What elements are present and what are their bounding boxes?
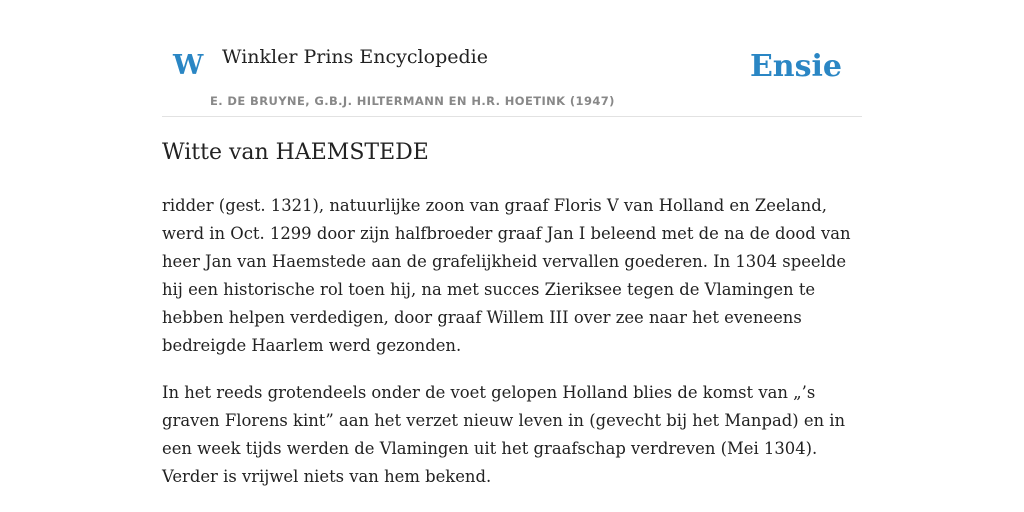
article-paragraph: ridder (gest. 1321), natuurlijke zoon van graaf Floris V van Holland en Zeeland, werd in Oct. 1299 door zijn halfbroeder graaf Jan I beleend met de na de dood van heer Jan van Haemstede aan de grafelijkheid vervallen goederen. In 1304 speelde hij een historische rol toen hij, na met succes Zieriksee tegen de Vlamingen te hebben helpen verdedigen, door graaf Willem III over zee naar het eveneens bedreigde Haarlem werd gezonden. [162,196,851,355]
authors-line: E. DE BRUYNE, G.B.J. HILTERMANN EN H.R. HOETINK (1947) [210,94,615,108]
article-title: Witte van HAEMSTEDE [162,140,429,165]
ensie-logo[interactable]: Ensie [749,49,842,84]
article-paragraph: In het reeds grotendeels onder de voet gelopen Holland blies de komst van „’s graven Florens kint” aan het verzet nieuw leven in (gevecht bij het Manpad) en in een week tijds werden de Vlamingen uit het graafschap verdreven (Mei 1304). Verder is vrijwel niets van hem bekend. [162,383,846,486]
article-body [162,192,872,510]
header [162,40,862,117]
encyclopedia-title[interactable]: Winkler Prins Encyclopedie [222,46,488,68]
winkler-prins-logo[interactable]: W [173,50,204,81]
